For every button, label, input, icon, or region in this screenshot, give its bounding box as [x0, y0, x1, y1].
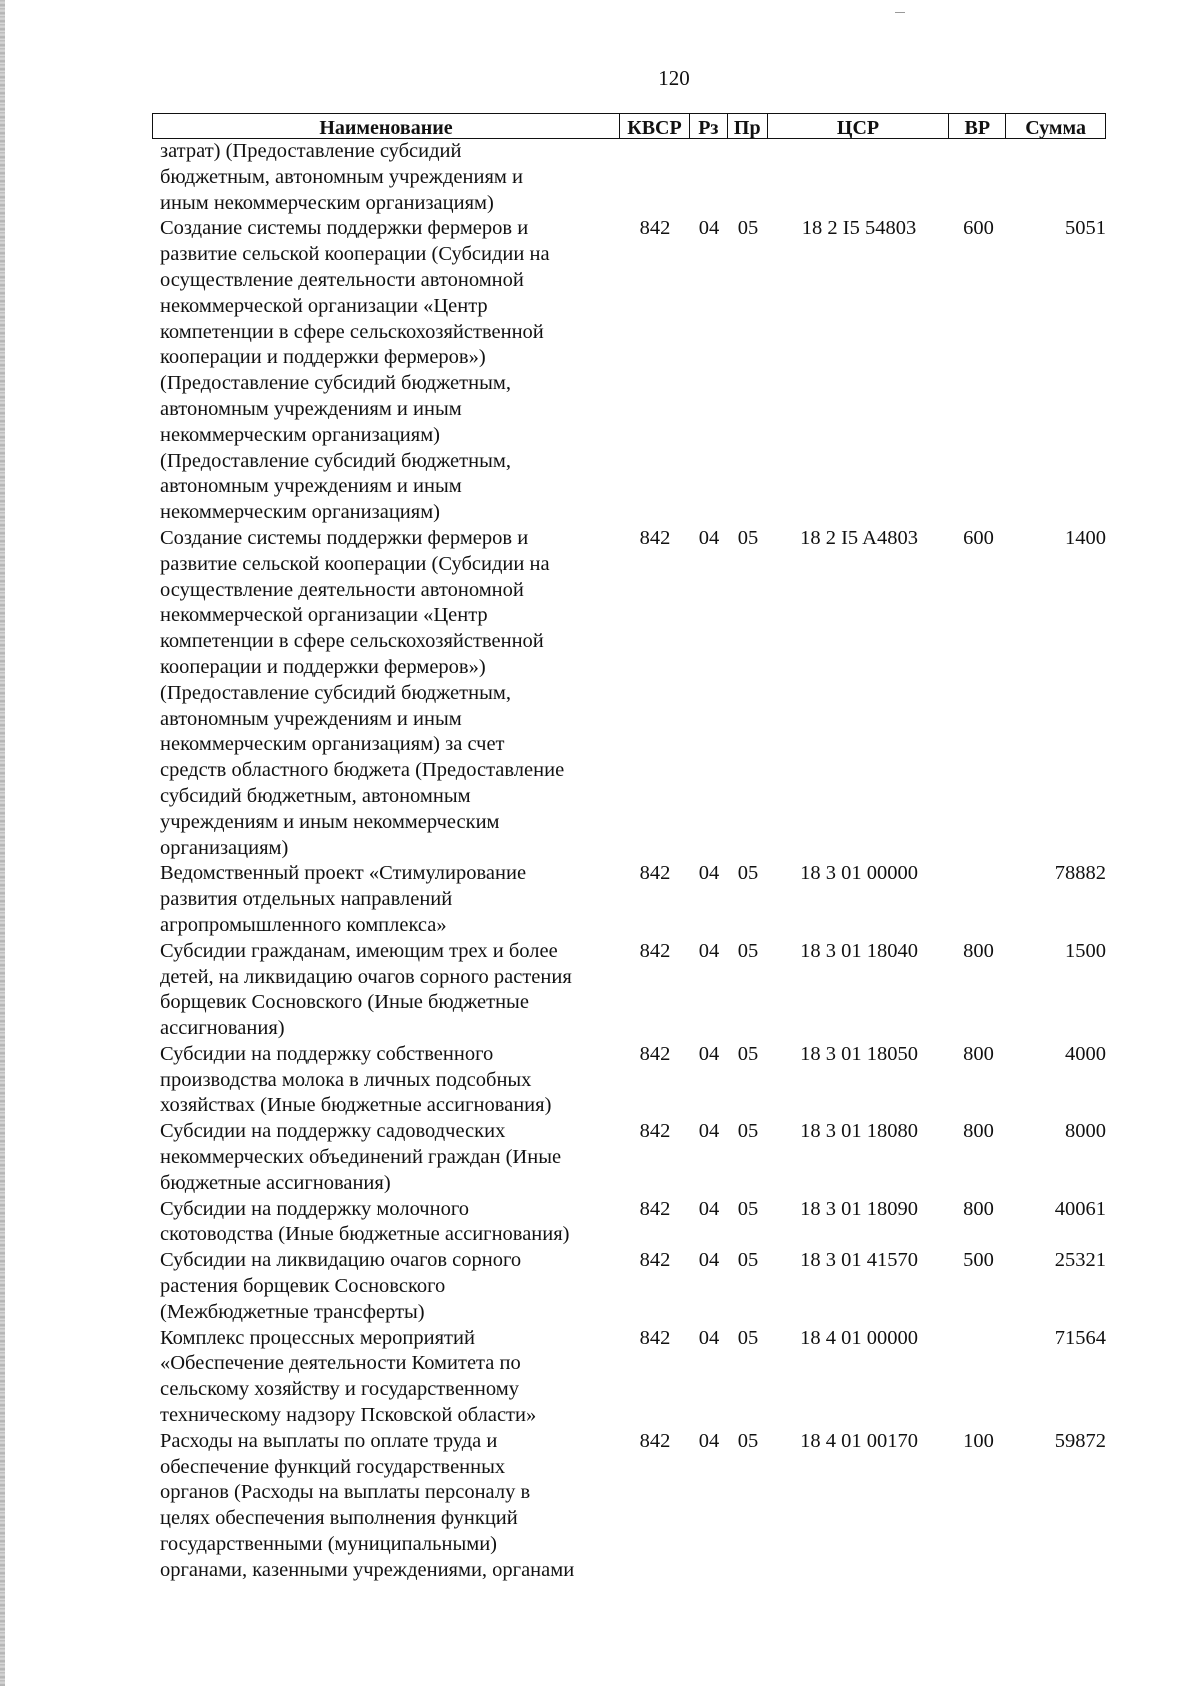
row-name-line: компетенции в сфере сельскохозяйственной — [160, 630, 544, 653]
row-csr: 18 3 01 00000 — [800, 862, 918, 885]
row-kvsr: 842 — [639, 526, 671, 549]
header-pr: Пр — [728, 114, 768, 138]
row-name — [152, 1042, 620, 1119]
row-name — [152, 526, 620, 861]
row-name-line: некоммерческим организациям) — [160, 501, 440, 524]
row-sum: 78882 — [1054, 862, 1106, 885]
row-name — [152, 1248, 620, 1325]
row-name — [152, 1197, 620, 1249]
table-row — [152, 1429, 1106, 1584]
row-name-line: бюджетным, автономным учреждениям и — [160, 165, 523, 188]
table-row — [152, 861, 1106, 938]
row-name-line: хозяйствах (Иные бюджетные ассигнования) — [160, 1094, 552, 1117]
row-kvsr: 842 — [639, 1326, 671, 1349]
row-name-line: кооперации и поддержки фермеров») — [160, 655, 486, 678]
row-name-line: иным некоммерческим организациям) — [160, 191, 494, 214]
row-name — [152, 139, 620, 216]
row-name-line: развития отдельных направлений — [160, 888, 453, 911]
row-rz: 04 — [698, 939, 720, 962]
row-vr: 800 — [963, 1120, 994, 1143]
row-csr: 18 2 I5 A4803 — [800, 526, 918, 549]
row-name-line: Субсидии на ликвидацию очагов сорного — [160, 1249, 522, 1272]
row-name — [152, 1429, 620, 1584]
row-csr: 18 3 01 41570 — [800, 1249, 918, 1272]
row-name-line: техническому надзору Псковской области» — [160, 1404, 537, 1427]
scan-mark — [895, 12, 905, 13]
row-name-line: некоммерческих объединений граждан (Иные — [160, 1146, 562, 1169]
table-row — [152, 1197, 1106, 1249]
row-name-line: детей, на ликвидацию очагов сорного растения — [160, 965, 572, 988]
row-name-line: Ведомственный проект «Стимулирование — [160, 862, 527, 885]
row-name-line: некоммерческим организациям) — [160, 423, 440, 446]
row-kvsr: 842 — [639, 1042, 671, 1065]
row-csr: 18 3 01 18040 — [800, 939, 918, 962]
row-sum — [1007, 139, 1132, 216]
row-csr: 18 4 01 00170 — [800, 1429, 918, 1452]
row-pr: 05 — [737, 939, 759, 962]
row-pr: 05 — [737, 1120, 759, 1143]
row-csr: 18 3 01 18090 — [800, 1197, 918, 1220]
row-vr: 800 — [963, 939, 994, 962]
row-name-line: агропромышленного комплекса» — [160, 913, 447, 936]
table-row — [152, 216, 1106, 526]
row-name-line: сельскому хозяйству и государственному — [160, 1378, 519, 1401]
row-vr: 600 — [963, 217, 994, 240]
row-pr: 05 — [737, 1249, 759, 1272]
row-name-line: (Предоставление субсидий бюджетным, — [160, 372, 511, 395]
row-sum: 1400 — [1065, 526, 1106, 549]
row-name-line: производства молока в личных подсобных — [160, 1068, 532, 1091]
row-name-line: некоммерческой организации «Центр — [160, 294, 488, 317]
row-name-line: автономным учреждениям и иным — [160, 397, 462, 420]
row-vr: 100 — [963, 1429, 994, 1452]
table-row — [152, 526, 1106, 861]
row-name-line: Создание системы поддержки фермеров и — [160, 526, 529, 549]
row-sum: 40061 — [1054, 1197, 1106, 1220]
row-vr: 800 — [963, 1197, 994, 1220]
row-name-line: некоммерческим организациям) за счет — [160, 733, 505, 756]
row-pr: 05 — [737, 217, 759, 240]
row-kvsr: 842 — [639, 1120, 671, 1143]
row-kvsr: 842 — [639, 1197, 671, 1220]
table-header — [152, 113, 1106, 139]
row-name-line: Субсидии на поддержку садоводческих — [160, 1120, 506, 1143]
row-name-line: осуществление деятельности автономной — [160, 578, 524, 601]
row-kvsr: 842 — [639, 217, 671, 240]
row-name-line: учреждениям и иным некоммерческим — [160, 810, 500, 833]
row-kvsr: 842 — [639, 1429, 671, 1452]
header-sum: Сумма — [1025, 116, 1087, 139]
row-kvsr: 842 — [639, 939, 671, 962]
row-pr: 05 — [737, 1429, 759, 1452]
row-csr: 18 2 I5 54803 — [801, 217, 917, 240]
row-name-line: автономным учреждениям и иным — [160, 475, 462, 498]
row-csr: 18 3 01 18050 — [800, 1042, 918, 1065]
row-rz: 04 — [698, 217, 720, 240]
header-vr: ВР — [949, 114, 1006, 138]
row-name-line: Комплекс процессных мероприятий — [160, 1326, 475, 1349]
row-pr: 05 — [737, 1042, 759, 1065]
row-name-line: компетенции в сфере сельскохозяйственной — [160, 320, 544, 343]
row-rz: 04 — [698, 862, 720, 885]
row-csr: 18 3 01 18080 — [800, 1120, 918, 1143]
row-name-line: затрат) (Предоставление субсидий — [160, 140, 462, 162]
row-pr: 05 — [737, 862, 759, 885]
row-name-line: Расходы на выплаты по оплате труда и — [160, 1429, 498, 1452]
row-name-line: (Межбюджетные трансферты) — [160, 1300, 425, 1323]
row-pr — [728, 139, 768, 216]
row-name-line: автономным учреждениям и иным — [160, 707, 462, 730]
row-sum: 71564 — [1054, 1326, 1106, 1349]
header-name: Наименование — [153, 114, 620, 138]
row-name-line: Создание системы поддержки фермеров и — [160, 217, 529, 240]
row-name-line: обеспечение функций государственных — [160, 1455, 506, 1478]
row-sum: 8000 — [1065, 1120, 1106, 1143]
table-row — [152, 939, 1106, 1042]
header-rz: Рз — [690, 114, 728, 138]
row-rz: 04 — [698, 1042, 720, 1065]
row-rz — [690, 139, 728, 216]
row-sum: 1500 — [1065, 939, 1106, 962]
table-body — [152, 139, 1106, 1584]
row-kvsr — [620, 139, 690, 216]
row-name-line: организациям) — [160, 836, 289, 859]
row-vr — [950, 1326, 1007, 1429]
table-row — [152, 1042, 1106, 1119]
row-rz: 04 — [698, 1326, 720, 1349]
table-row — [152, 1326, 1106, 1429]
row-rz: 04 — [698, 1197, 720, 1220]
row-sum: 4000 — [1065, 1042, 1106, 1065]
row-name-line: (Предоставление субсидий бюджетным, — [160, 681, 511, 704]
row-csr: 18 4 01 00000 — [800, 1326, 918, 1349]
row-rz: 04 — [698, 1429, 720, 1452]
row-pr: 05 — [737, 526, 759, 549]
row-name-line: развитие сельской кооперации (Субсидии на — [160, 243, 550, 266]
row-name — [152, 861, 620, 938]
row-name-line: растения борщевик Сосновского — [160, 1275, 446, 1298]
row-name-line: государственными (муниципальными) — [160, 1533, 497, 1556]
row-name-line: кооперации и поддержки фермеров») — [160, 346, 486, 369]
row-name-line: (Предоставление субсидий бюджетным, — [160, 449, 511, 472]
row-csr — [768, 139, 950, 216]
table-row — [152, 1248, 1106, 1325]
row-vr: 800 — [963, 1042, 994, 1065]
row-pr: 05 — [737, 1326, 759, 1349]
row-rz: 04 — [698, 1120, 720, 1143]
row-sum: 59872 — [1054, 1429, 1106, 1452]
row-name — [152, 216, 620, 526]
row-name-line: некоммерческой организации «Центр — [160, 604, 488, 627]
row-kvsr: 842 — [639, 1249, 671, 1272]
row-vr — [950, 861, 1007, 938]
row-name-line: Субсидии на поддержку собственного — [160, 1042, 494, 1065]
row-name-line: средств областного бюджета (Предоставление — [160, 759, 565, 782]
row-name-line: скотоводства (Иные бюджетные ассигнования) — [160, 1223, 570, 1246]
row-rz: 04 — [698, 1249, 720, 1272]
row-sum: 5051 — [1065, 217, 1106, 240]
row-name — [152, 939, 620, 1042]
row-vr: 500 — [963, 1249, 994, 1272]
row-kvsr: 842 — [639, 862, 671, 885]
budget-table — [152, 113, 1106, 1584]
row-pr: 05 — [737, 1197, 759, 1220]
row-name-line: субсидий бюджетным, автономным — [160, 784, 471, 807]
row-name-line: Субсидии гражданам, имеющим трех и более — [160, 939, 558, 962]
row-name — [152, 1326, 620, 1429]
row-sum: 25321 — [1054, 1249, 1106, 1272]
row-name-line: целях обеспечения выполнения функций — [160, 1507, 518, 1530]
page-number: 120 — [658, 66, 690, 90]
row-name-line: осуществление деятельности автономной — [160, 268, 524, 291]
row-name-line: Субсидии на поддержку молочного — [160, 1197, 469, 1220]
header-kvsr: КВСР — [620, 114, 690, 138]
row-name-line: органами, казенными учреждениями, органами — [160, 1558, 575, 1581]
row-vr — [950, 139, 1007, 216]
row-name-line: борщевик Сосновского (Иные бюджетные — [160, 991, 529, 1014]
row-vr: 600 — [963, 526, 994, 549]
row-rz: 04 — [698, 526, 720, 549]
row-name — [152, 1119, 620, 1196]
row-name-line: органов (Расходы на выплаты персоналу в — [160, 1481, 531, 1504]
row-name-line: «Обеспечение деятельности Комитета по — [160, 1352, 521, 1375]
header-csr: ЦСР — [768, 114, 950, 138]
table-row — [152, 139, 1106, 216]
row-name-line: бюджетные ассигнования) — [160, 1171, 391, 1194]
row-name-line: развитие сельской кооперации (Субсидии на — [160, 552, 550, 575]
table-row — [152, 1119, 1106, 1196]
row-name-line: ассигнования) — [160, 1017, 285, 1040]
scan-edge — [0, 0, 5, 1686]
